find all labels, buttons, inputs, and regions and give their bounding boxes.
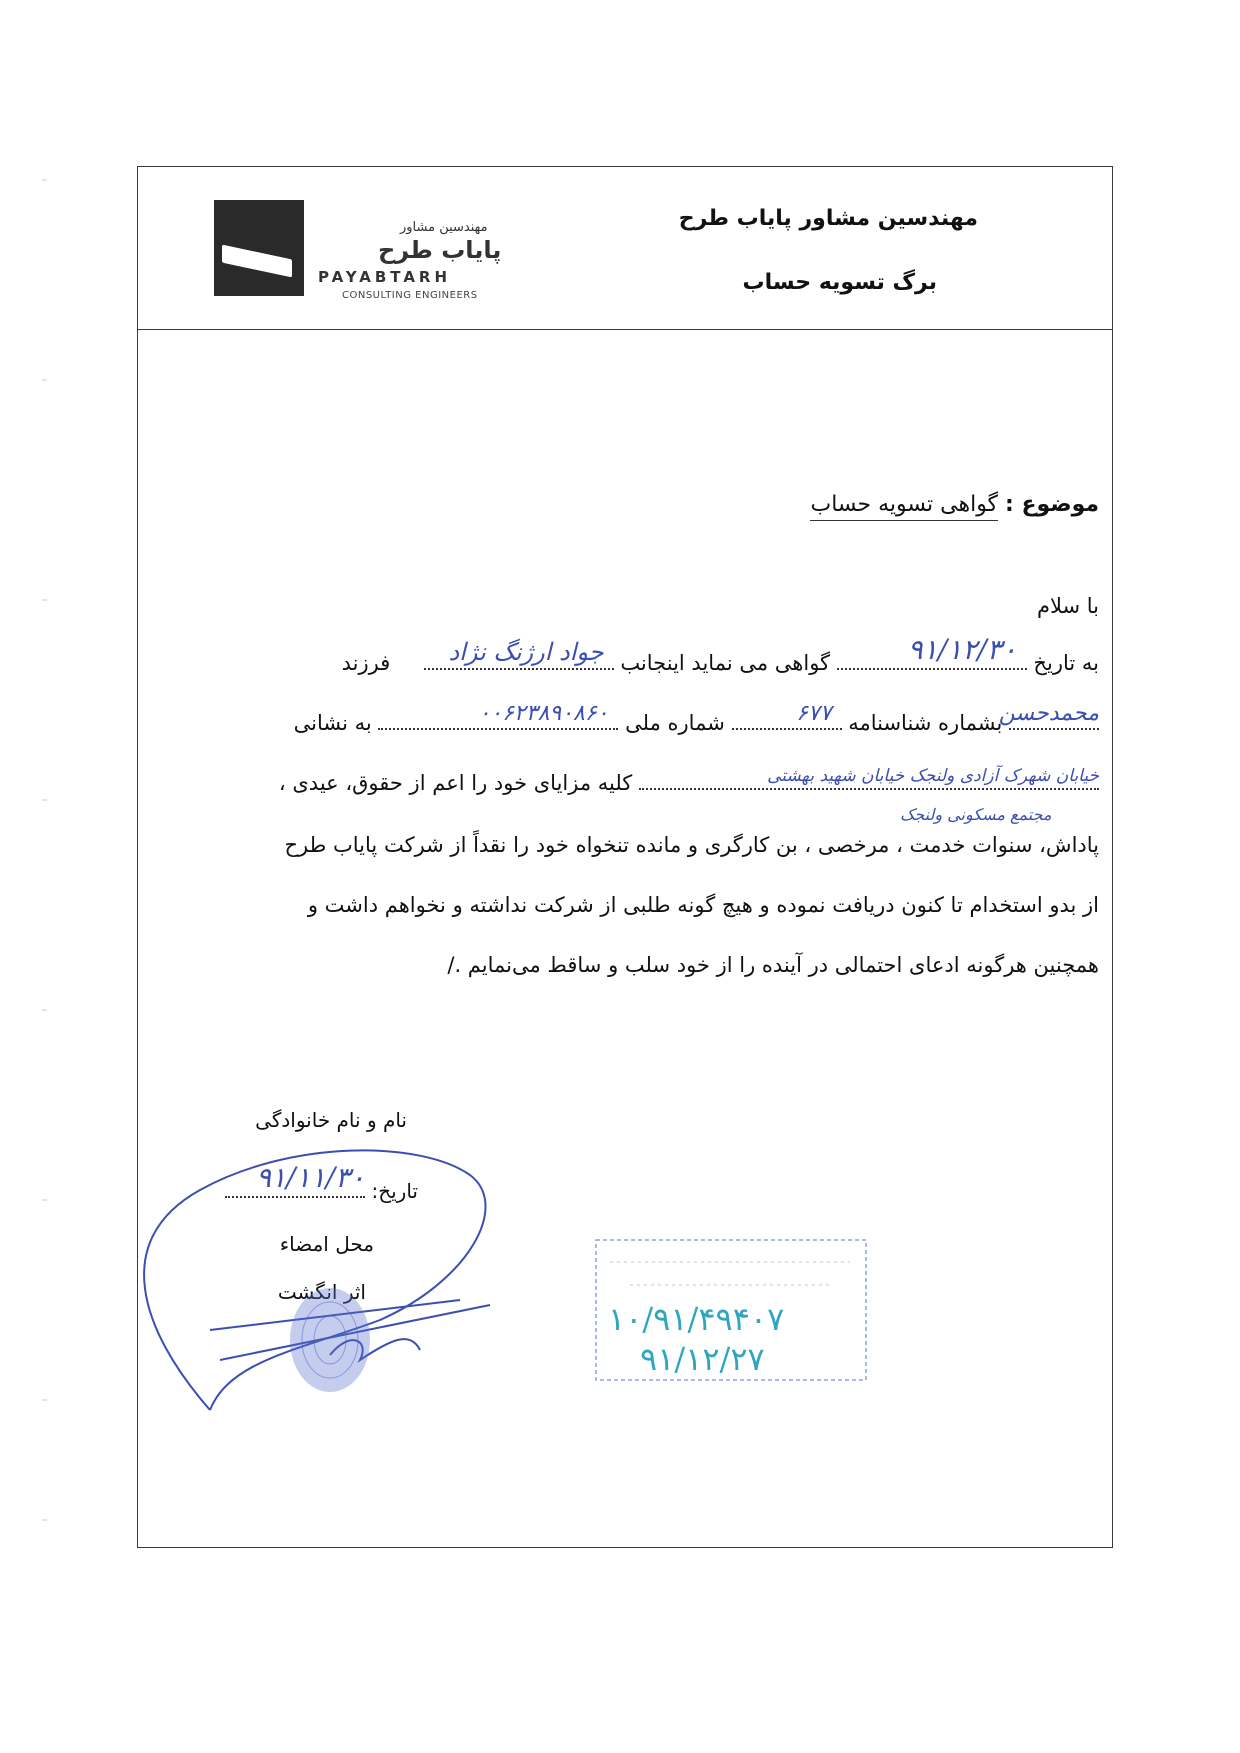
full-name-label: نام و نام خانوادگی <box>255 1108 407 1132</box>
date-handwritten: ۹۱/۱۲/۳۰ <box>907 633 1017 666</box>
body-line-1 <box>341 633 1099 675</box>
company-title: مهندسین مشاور پایاب طرح <box>678 206 978 231</box>
line2-part1: بشماره شناسنامه <box>848 711 1003 735</box>
stamp-number-2: ۹۱/۱۲/۲۷ <box>640 1340 765 1378</box>
signature-date-label: تاریخ: <box>371 1179 418 1203</box>
line1-part3: فرزند <box>341 651 391 675</box>
address-field <box>639 766 1099 790</box>
father-field <box>998 701 1099 730</box>
address-handwritten-2: مجتمع مسکونی ولنجک <box>900 805 1052 824</box>
margin-marks <box>42 180 47 1520</box>
date-field <box>837 633 1027 670</box>
address-handwritten: خیابان شهرک آزادی ولنجک خیابان شهید بهشتی <box>767 766 1099 786</box>
name-field <box>424 638 614 670</box>
subject-value: گواهی تسویه حساب <box>810 492 998 521</box>
body-line-2 <box>293 701 1099 735</box>
signature-date-handwritten: ۹۱/۱۱/۳۰ <box>255 1161 366 1194</box>
line1-part2: گواهی می نماید اینجانب <box>620 651 831 675</box>
line1-part1: به تاریخ <box>1033 651 1099 675</box>
thumbprint-label: اثر انگشت <box>277 1280 366 1304</box>
greeting: با سلام <box>1036 594 1099 618</box>
father-handwritten: محمدحسن <box>998 701 1099 726</box>
subject-label: موضوع : <box>1005 492 1099 517</box>
line2-part3: به نشانی <box>293 711 372 735</box>
signature-date-row <box>225 1161 418 1203</box>
id-handwritten: ۶۷۷ <box>796 701 832 726</box>
logo-persian-small: مهندسین مشاور <box>400 220 488 235</box>
logo-english: PAYABTARH <box>318 268 452 286</box>
id-field <box>732 701 842 730</box>
line2-part2: شماره ملی <box>625 711 725 735</box>
body-line-5: از بدو استخدام تا کنون دریافت نموده و هیچ گونه طلبی از شرکت نداشته و نخواهم داشت و <box>307 893 1099 917</box>
body-line-4: پاداش، سنوات خدمت ، مرخصی ، بن کارگری و مانده تنخواه خود را نقداً از شرکت پایاب طرح <box>284 833 1099 857</box>
line3-part1: کلیه مزایای خود را اعم از حقوق، عیدی ، <box>278 771 633 795</box>
name-handwritten: جواد ارژنگ نژاد <box>448 638 604 666</box>
body-line-3 <box>278 766 1099 795</box>
form-title: برگ تسویه حساب <box>742 270 937 295</box>
body-line-6: همچنین هرگونه ادعای احتمالی در آینده را از خود سلب و ساقط می‌نمایم ./ <box>447 953 1099 977</box>
stamp-number-1: ۱۰/۹۱/۴۹۴۰۷ <box>608 1300 785 1338</box>
logo-english-sub: CONSULTING ENGINEERS <box>342 290 478 301</box>
signature-place-label: محل امضاء <box>279 1232 374 1256</box>
signature-date-field <box>225 1161 366 1198</box>
company-logo-icon <box>214 200 304 296</box>
national-id-handwritten: ۰۰۶۲۳۸۹۰۸۶۰ <box>478 701 609 726</box>
header-divider <box>137 329 1113 330</box>
subject-line <box>810 492 1099 517</box>
logo-persian: پایاب طرح <box>378 236 502 264</box>
national-id-field <box>378 701 618 730</box>
